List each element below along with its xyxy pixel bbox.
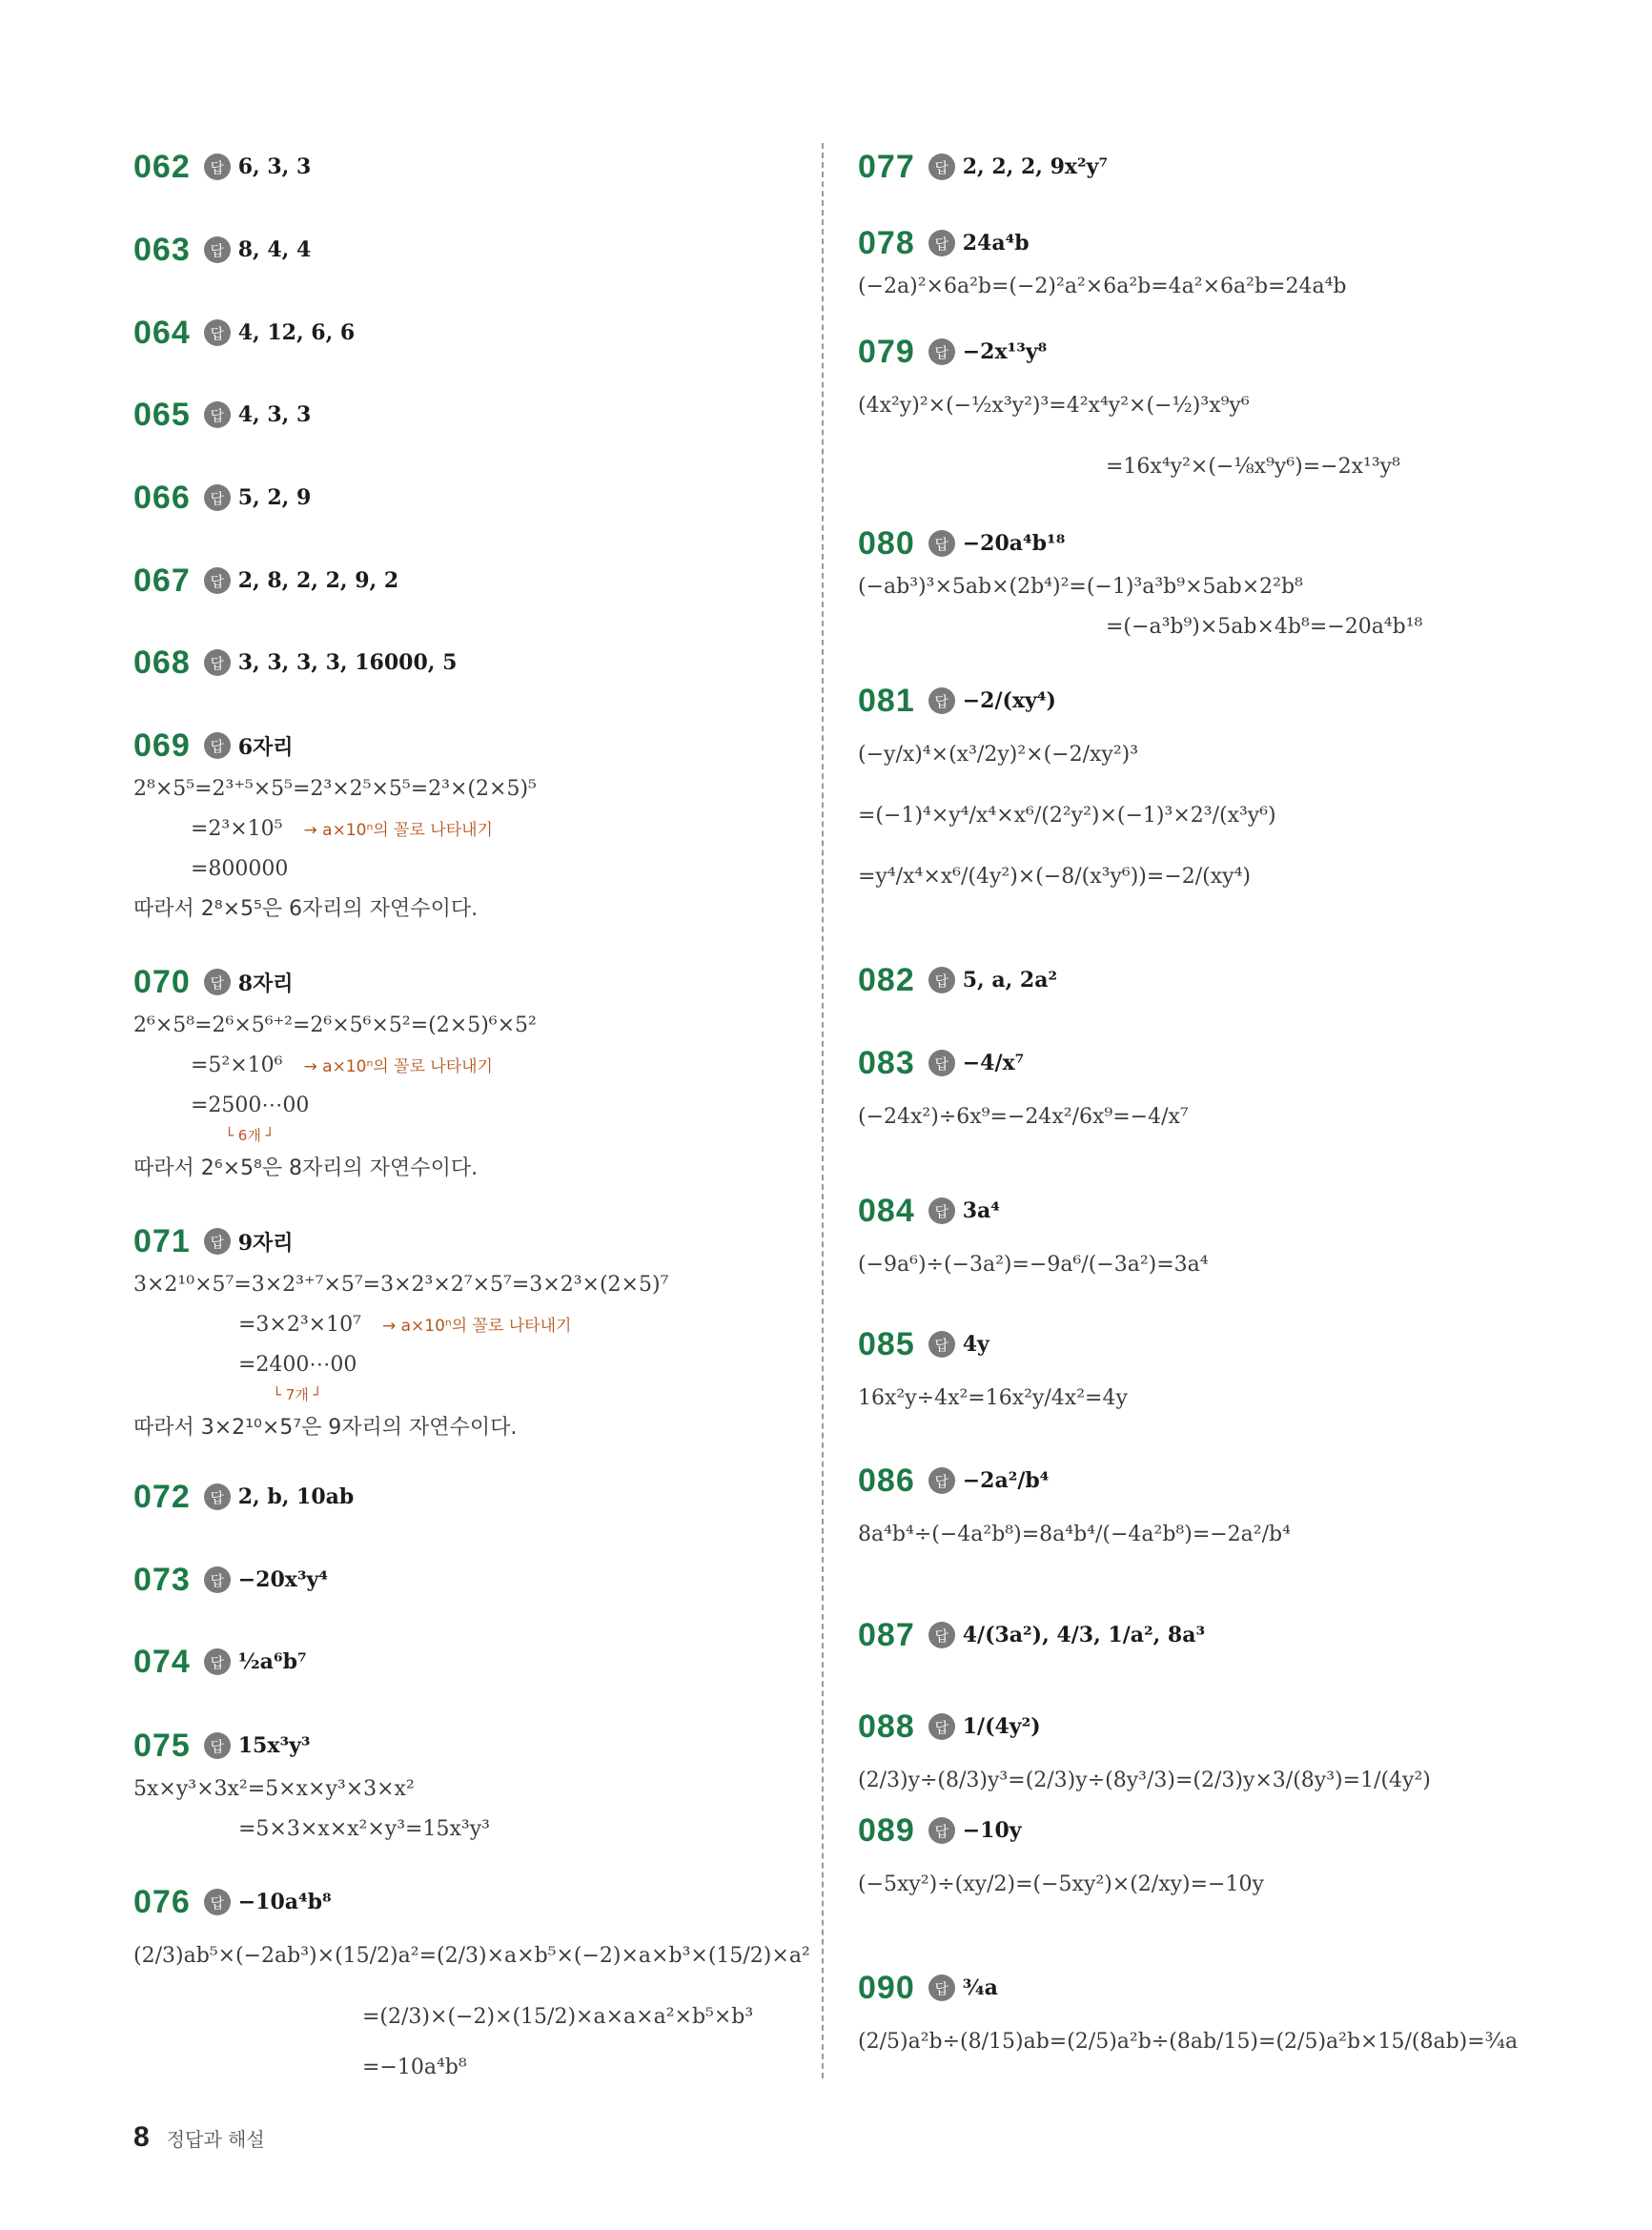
equation-text: (2/3)y÷(8/3)y³=(2/3)y÷(8y³/3)=(2/3)y×3/(8y³)=1/(4y²) [858,1769,1431,1792]
answer-badge-icon: 답 [204,1566,231,1593]
equation-text: =−10a⁴b⁸ [362,2056,467,2079]
problem-number: 087 [858,1616,915,1653]
solution-line [858,1235,1209,1296]
equation-text: =5²×10⁶ [191,1054,283,1077]
solution-line [133,1006,537,1046]
answer-badge-icon: 답 [928,153,955,180]
answer-badge-icon: 답 [928,687,955,714]
answer-badge-icon: 답 [928,1050,955,1076]
problem-number: 062 [133,148,191,185]
solution-line [133,1086,537,1126]
digit-count-brace [133,1385,668,1408]
problem-number: 086 [858,1462,915,1499]
answer-text: 2, 2, 2, 9x²y⁷ [962,154,1109,179]
answer-text: −20x³y⁴ [237,1567,328,1592]
equation-text: (−2a)²×6a²b=(−2)²a²×6a²b=4a²×6a²b=24a⁴b [858,275,1347,298]
solution-line [133,1305,668,1345]
answer-badge-icon: 답 [204,1732,231,1759]
answer-badge-icon: 답 [928,1817,955,1844]
answer-text: −4/x⁷ [962,1051,1025,1075]
problem-number: 064 [133,314,191,351]
footer-title: 정답과 해설 [166,2128,265,2151]
answer-text: 15x³y³ [237,1733,311,1758]
solution-line [858,1750,1431,1811]
solution-line [133,1926,810,1987]
problem-header [133,309,355,357]
answer-text: −2/(xy⁴) [962,688,1056,713]
problem-number: 076 [133,1883,191,1920]
column-divider [822,143,824,2078]
problem-header [858,1320,1128,1368]
answer-badge-icon: 답 [928,967,955,993]
answer-badge-icon: 답 [928,530,955,557]
problem-number: 068 [133,644,191,681]
answer-badge-icon: 답 [204,732,231,759]
answer-badge-icon: 답 [928,1467,955,1494]
equation-text: 3×2¹⁰×5⁷=3×2³⁺⁷×5⁷=3×2³×2⁷×5⁷=3×2³×(2×5)⁷ [133,1273,669,1297]
problem-header [858,1964,1518,2012]
answer-text: 6자리 [237,734,294,760]
answer-text: ¾a [962,1975,998,2000]
answer-badge-icon: 답 [204,319,231,346]
solution-line [858,2012,1518,2073]
annotation-note: → a×10ⁿ의 꼴로 나타내기 [303,1057,493,1076]
equation-text: (−ab³)³×5ab×(2b⁴)²=(−1)³a³b⁹×5ab×2²b⁸ [858,575,1303,599]
problem-076 [133,1878,810,2088]
answer-text: 8자리 [237,971,294,996]
equation-text: 2⁸×5⁵=2³⁺⁵×5⁵=2³×2⁵×5⁵=2³×(2×5)⁵ [133,777,537,801]
problem-074 [133,1638,307,1686]
answer-badge-icon: 답 [928,1713,955,1740]
page-footer [133,2121,265,2154]
equation-text: =(−1)⁴×y⁴/x⁴×x⁶/(2²y²)×(−1)³×2³/(x³y⁶) [858,804,1276,828]
conclusion-text: 따라서 2⁶×5⁸은 8자리의 자연수이다. [133,1156,479,1180]
solution-line [133,2048,810,2088]
solution-line [858,786,1276,847]
answer-text: 5, a, 2a² [962,968,1058,992]
problem-number: 079 [858,333,915,370]
problem-header [858,677,1276,725]
equation-text: =5×3×x×x²×y³=15x³y³ [238,1817,490,1841]
equation-text: =(2/3)×(−2)×(15/2)×a×a×a²×b⁵×b³ [362,2005,754,2029]
answer-text: 1/(4y²) [962,1714,1041,1739]
equation-text: =800000 [191,857,289,881]
problem-068 [133,639,457,686]
problem-header [858,1457,1291,1504]
problem-number: 071 [133,1222,191,1259]
equation-text: (2/5)a²b÷(8/15)ab=(2/5)a²b÷(8ab/15)=(2/5)a²b×15/(8ab)=¾a [858,2030,1519,2054]
answer-badge-icon: 답 [204,969,231,995]
answer-text: −10y [962,1818,1022,1843]
solution-line [133,769,537,809]
answer-text: 8, 4, 4 [237,237,312,262]
problem-075 [133,1722,490,1850]
answer-badge-icon: 답 [204,484,231,511]
problem-number: 081 [858,682,915,719]
equation-text: =16x⁴y²×(−⅛x⁹y⁶)=−2x¹³y⁸ [1106,455,1400,479]
problem-063 [133,226,311,274]
problem-header [858,1703,1431,1750]
conclusion-text: 따라서 3×2¹⁰×5⁷은 9자리의 자연수이다. [133,1416,518,1440]
problem-header [858,1039,1189,1087]
solution-line [858,607,1422,647]
problem-header [858,328,1400,376]
annotation-note: → a×10ⁿ의 꼴로 나타내기 [381,1317,572,1336]
answer-text: 2, b, 10ab [237,1484,355,1509]
answer-text: −10a⁴b⁸ [237,1890,332,1914]
answer-badge-icon: 답 [204,567,231,594]
problem-090 [858,1964,1518,2073]
solution-line [133,849,537,890]
equation-text: 5x×y³×3x²=5×x×y³×3×x² [133,1777,415,1801]
problem-070 [133,958,537,1189]
problem-number: 078 [858,224,915,261]
answer-badge-icon: 답 [204,401,231,428]
equation-text: 8a⁴b⁴÷(−4a²b⁸)=8a⁴b⁴/(−4a²b⁸)=−2a²/b⁴ [858,1523,1291,1546]
solution-line [133,809,537,849]
equation-text: (4x²y)²×(−½x³y²)³=4²x⁴y²×(−½)³x⁹y⁶ [858,394,1250,418]
solution-line [858,725,1276,786]
problem-069 [133,722,537,930]
solution-line [133,1345,668,1385]
problem-header [858,1187,1209,1235]
problem-number: 073 [133,1561,191,1598]
problem-header [133,1217,668,1265]
answer-badge-icon: 답 [928,1197,955,1224]
solution-line [858,1504,1291,1565]
answer-text: −20a⁴b¹⁸ [962,531,1066,556]
answer-text: 4/(3a²), 4/3, 1/a², 8a³ [962,1623,1206,1647]
solution-line [133,1770,490,1810]
problem-082 [858,956,1057,1004]
problem-number: 089 [858,1811,915,1849]
digit-count-label: └ 6개 ┘ [225,1127,275,1144]
problem-number: 070 [133,963,191,1000]
problem-header [133,1473,354,1521]
problem-number: 082 [858,961,915,998]
problem-089 [858,1807,1264,1915]
answer-text: 4y [962,1332,989,1357]
problem-header [858,956,1057,1004]
problem-085 [858,1320,1128,1429]
solution-line [133,1810,490,1850]
problem-number: 074 [133,1643,191,1680]
answer-text: 4, 3, 3 [237,402,312,427]
answer-badge-icon: 답 [204,1483,231,1510]
problem-079 [858,328,1400,498]
answer-text: 24a⁴b [962,231,1030,256]
problem-number: 063 [133,231,191,268]
answer-badge-icon: 답 [204,153,231,180]
answer-badge-icon: 답 [928,338,955,365]
equation-text: 16x²y÷4x²=16x²y/4x²=4y [858,1386,1128,1410]
problem-065 [133,391,311,439]
answer-badge-icon: 답 [204,1889,231,1915]
solution-line [858,567,1422,607]
answer-badge-icon: 답 [928,1331,955,1358]
solution-line [133,1987,810,2048]
equation-text: =2500⋯00 [191,1094,310,1117]
answer-text: 3a⁴ [962,1198,1000,1223]
solution-line [858,376,1400,437]
problem-067 [133,557,398,604]
problem-078 [858,219,1346,307]
equation-text: (−y/x)⁴×(x³/2y)²×(−2/xy²)³ [858,743,1139,767]
answer-badge-icon: 답 [204,1228,231,1255]
answer-badge-icon: 답 [928,1974,955,2001]
problem-081 [858,677,1276,908]
solution-line [858,847,1276,908]
equation-text: =(−a³b⁹)×5ab×4b⁸=−20a⁴b¹⁸ [1106,615,1423,639]
answer-text: ½a⁶b⁷ [237,1649,307,1674]
answer-text: 9자리 [237,1230,294,1256]
solution-line [858,1854,1264,1915]
problem-number: 065 [133,396,191,433]
equation-text: =2³×10⁵ [191,817,283,841]
problem-072 [133,1473,354,1521]
problem-number: 083 [858,1044,915,1081]
solution-line [858,437,1400,498]
equation-text: (−5xy²)÷(xy/2)=(−5xy²)×(2/xy)=−10y [858,1872,1264,1896]
problem-header [133,143,311,191]
problem-header [133,1556,328,1604]
problem-header [133,1638,307,1686]
page-number: 8 [133,2121,150,2153]
equation-text: (−9a⁶)÷(−3a²)=−9a⁶/(−3a²)=3a⁴ [858,1253,1209,1277]
problem-064 [133,309,355,357]
solution-line [133,1046,537,1086]
problem-header [858,143,1108,191]
solution-line [133,1265,668,1305]
problem-header [133,391,311,439]
problem-header [133,722,537,769]
problem-086 [858,1457,1291,1565]
problem-header [133,226,311,274]
solution-line [858,267,1346,307]
answer-text: 5, 2, 9 [237,485,312,510]
problem-header [858,520,1422,567]
problem-088 [858,1703,1431,1811]
answer-text: −2x¹³y⁸ [962,339,1048,364]
equation-text: =3×2³×10⁷ [238,1313,361,1337]
equation-text: =2400⋯00 [238,1353,357,1377]
problem-077 [858,143,1108,191]
problem-number: 075 [133,1727,191,1764]
problem-number: 072 [133,1478,191,1515]
problem-062 [133,143,311,191]
problem-header [858,219,1346,267]
problem-087 [858,1611,1205,1659]
answer-text: −2a²/b⁴ [962,1468,1050,1493]
problem-083 [858,1039,1189,1148]
digit-count-brace [133,1126,537,1149]
problem-number: 069 [133,726,191,764]
answer-text: 4, 12, 6, 6 [237,320,356,345]
problem-number: 080 [858,524,915,562]
equation-text: (−24x²)÷6x⁹=−24x²/6x⁹=−4/x⁷ [858,1105,1189,1129]
problem-073 [133,1556,328,1604]
problem-071 [133,1217,668,1448]
answer-badge-icon: 답 [204,649,231,676]
problem-number: 067 [133,562,191,599]
problem-header [858,1807,1264,1854]
solution-line [858,1087,1189,1148]
problem-number: 077 [858,148,915,185]
answer-badge-icon: 답 [928,230,955,256]
answer-text: 2, 8, 2, 2, 9, 2 [237,568,399,593]
problem-header [858,1611,1205,1659]
answer-text: 6, 3, 3 [237,154,312,179]
problem-header [133,639,457,686]
answer-text: 3, 3, 3, 3, 16000, 5 [237,650,458,675]
problem-066 [133,474,311,522]
annotation-note: → a×10ⁿ의 꼴로 나타내기 [303,821,493,840]
problem-number: 088 [858,1708,915,1745]
problem-header [133,958,537,1006]
problem-header [133,474,311,522]
answer-badge-icon: 답 [204,236,231,263]
answer-badge-icon: 답 [928,1622,955,1648]
equation-text: =y⁴/x⁴×x⁶/(4y²)×(−8/(x³y⁶))=−2/(xy⁴) [858,865,1251,889]
problem-080 [858,520,1422,647]
problem-header [133,1722,490,1770]
problem-number: 066 [133,479,191,516]
problem-number: 084 [858,1192,915,1229]
problem-number: 085 [858,1325,915,1362]
problem-number: 090 [858,1969,915,2006]
digit-count-label: └ 7개 ┘ [273,1386,322,1403]
solution-line [858,1368,1128,1429]
answer-badge-icon: 답 [204,1648,231,1675]
problem-header [133,1878,810,1926]
equation-text: 2⁶×5⁸=2⁶×5⁶⁺²=2⁶×5⁶×5²=(2×5)⁶×5² [133,1013,537,1037]
equation-text: (2/3)ab⁵×(−2ab³)×(15/2)a²=(2/3)×a×b⁵×(−2)×a×b³×(15/2)×a² [133,1944,810,1968]
problem-084 [858,1187,1209,1296]
conclusion-text: 따라서 2⁸×5⁵은 6자리의 자연수이다. [133,897,479,921]
problem-header [133,557,398,604]
